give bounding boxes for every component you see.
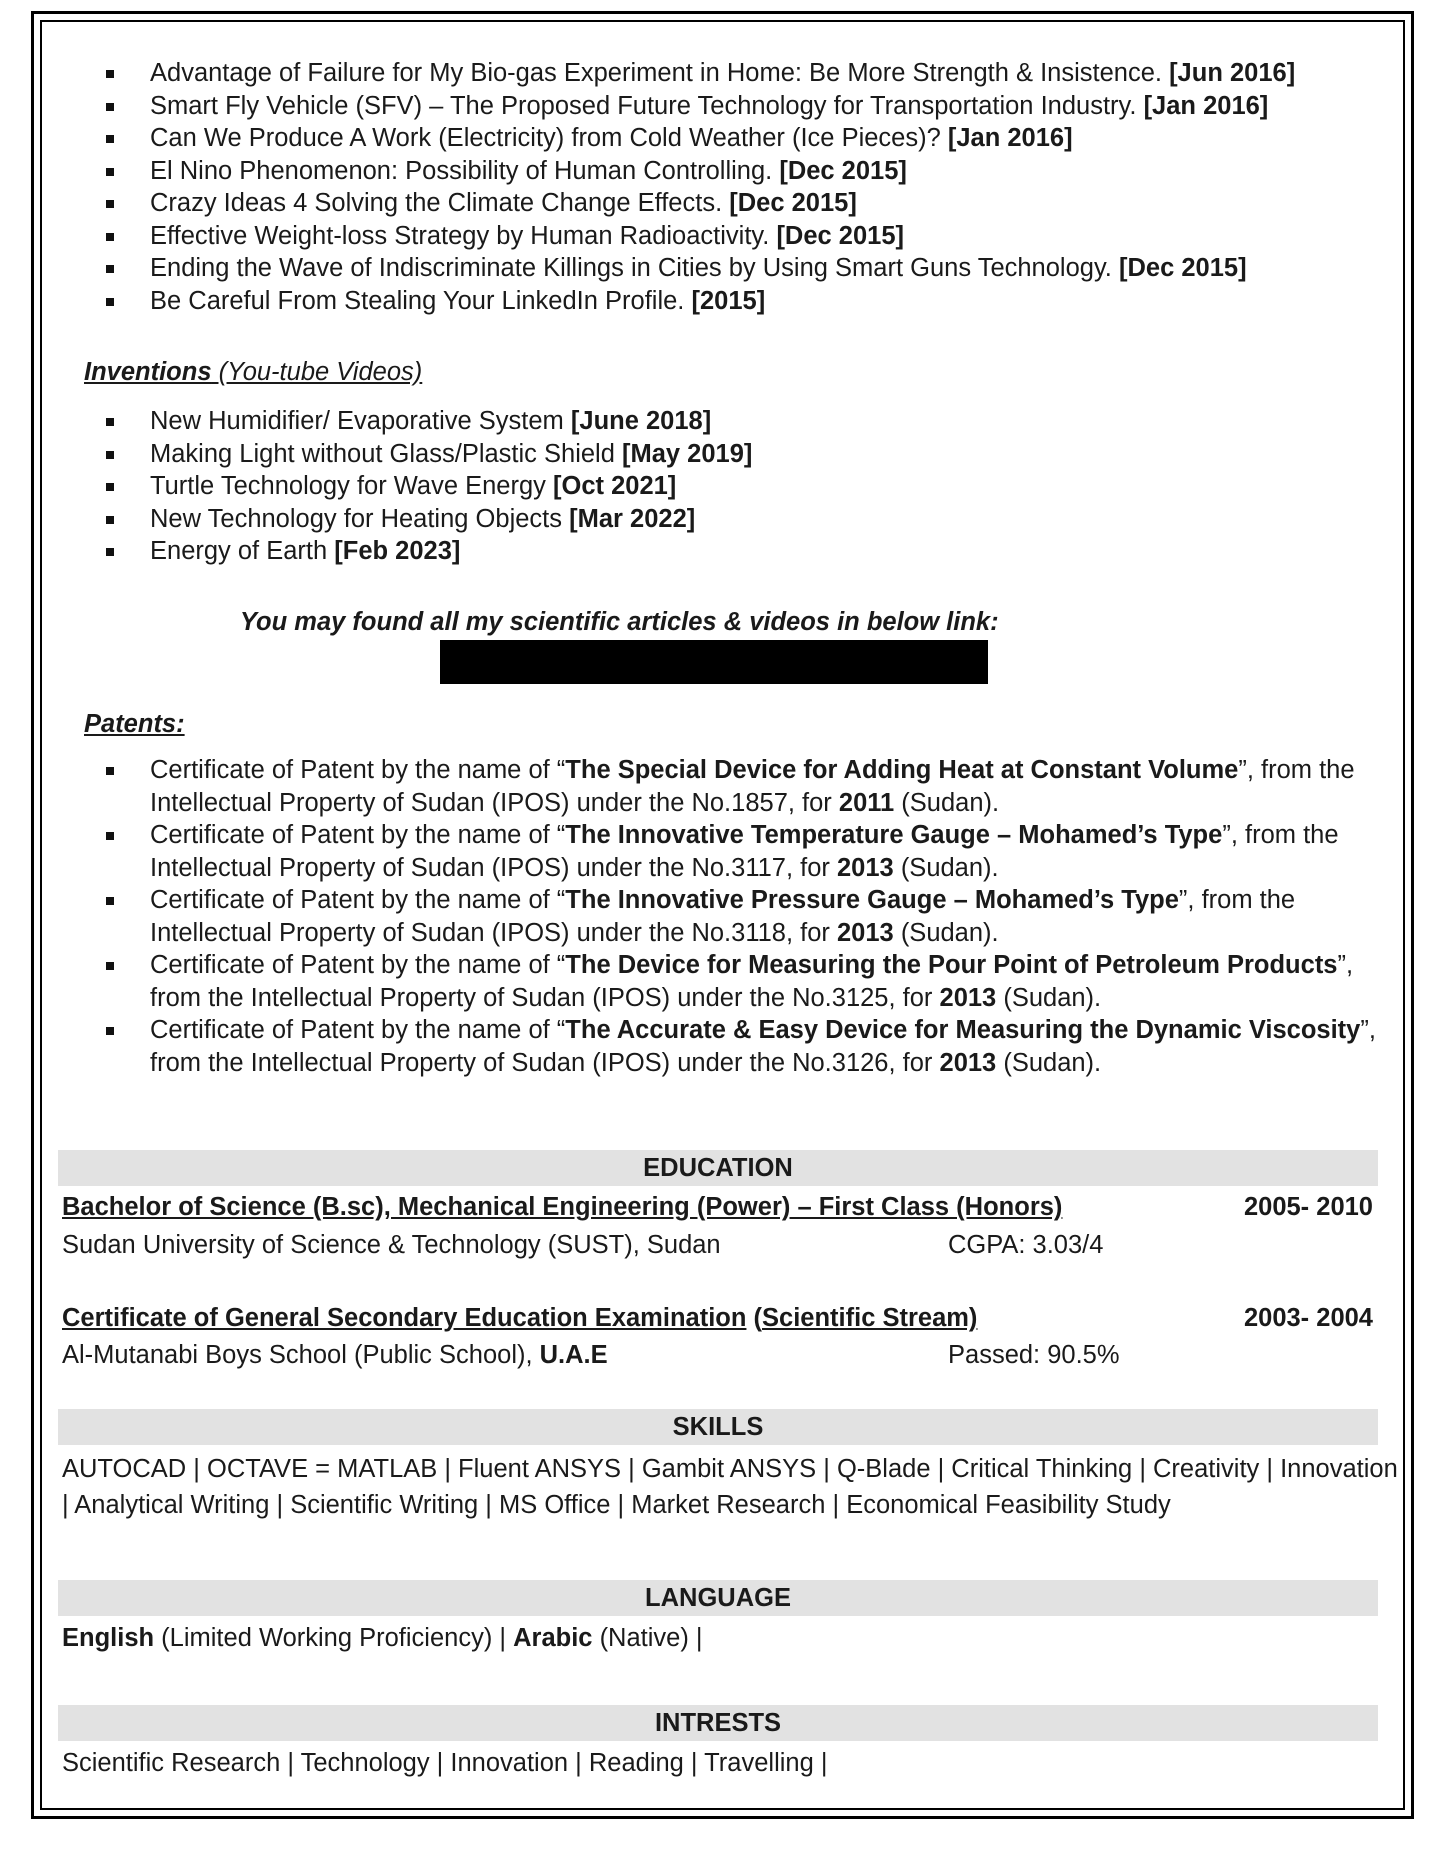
list-item: Effective Weight-loss Strategy by Human Radioactivity. [Dec 2015] xyxy=(0,220,1295,253)
skills-line-1: AUTOCAD | OCTAVE = MATLAB | Fluent ANSYS | Gambit ANSYS | Q-Blade | Critical Thinking | Creativity | Innovation xyxy=(62,1455,1398,1483)
list-item: Certificate of Patent by the name of “The Innovative Temperature Gauge – Mohamed’s Type”, from the Intellectual Property of Sudan (IPOS) under the No.3117, for 2013 (Sudan). xyxy=(0,819,1376,884)
list-item: Ending the Wave of Indiscriminate Killings in Cities by Using Smart Guns Technology. [Dec 2015] xyxy=(0,252,1295,285)
bullet-icon xyxy=(106,897,114,905)
bullet-icon xyxy=(106,168,114,176)
list-item: El Nino Phenomenon: Possibility of Human Controlling. [Dec 2015] xyxy=(0,155,1295,188)
bullet-icon xyxy=(106,962,114,970)
list-item: Advantage of Failure for My Bio-gas Experiment in Home: Be More Strength & Insistence. [Jun 2016] xyxy=(0,57,1295,90)
education-years-1: 2005- 2010 xyxy=(1243,1193,1373,1221)
list-item: Certificate of Patent by the name of “The Device for Measuring the Pour Point of Petroleum Products”, from the Intellectual Property of Sudan (IPOS) under the No.3125, for 2013 (Sudan). xyxy=(0,949,1376,1014)
list-item: Certificate of Patent by the name of “The Accurate & Easy Device for Measuring the Dynamic Viscosity”, from the Intellectual Property of Sudan (IPOS) under the No.3126, for 2013 (Sudan). xyxy=(0,1014,1376,1079)
list-item: Turtle Technology for Wave Energy [Oct 2021] xyxy=(0,470,752,503)
patents-heading: Patents: xyxy=(84,710,185,738)
bullet-icon xyxy=(106,233,114,241)
link-note: You may found all my scientific articles & videos in below link: xyxy=(240,608,999,636)
language-heading: LANGUAGE xyxy=(58,1580,1378,1616)
bullet-icon xyxy=(106,1027,114,1035)
bullet-icon xyxy=(106,103,114,111)
bullet-icon xyxy=(106,548,114,556)
education-school-1: Sudan University of Science & Technology (SUST), Sudan xyxy=(62,1231,721,1259)
skills-heading: SKILLS xyxy=(58,1409,1378,1445)
education-degree-1: Bachelor of Science (B.sc), Mechanical Engineering (Power) – First Class (Honors) xyxy=(62,1193,1063,1221)
list-item: Energy of Earth [Feb 2023] xyxy=(0,535,752,568)
skills-line-2: | Analytical Writing | Scientific Writing | MS Office | Market Research | Economical Feasibility Study xyxy=(62,1491,1171,1519)
list-item: Certificate of Patent by the name of “The Special Device for Adding Heat at Constant Volume”, from the Intellectual Property of Sudan (IPOS) under the No.1857, for 2011 (Sudan). xyxy=(0,754,1376,819)
bullet-icon xyxy=(106,265,114,273)
bullet-icon xyxy=(106,70,114,78)
education-grade-2: Passed: 90.5% xyxy=(948,1341,1120,1369)
list-item: New Technology for Heating Objects [Mar 2022] xyxy=(0,503,752,536)
education-grade-1: CGPA: 3.03/4 xyxy=(948,1231,1104,1259)
interests-line: Scientific Research | Technology | Innovation | Reading | Travelling | xyxy=(62,1749,828,1777)
inventions-list xyxy=(0,405,752,568)
education-school-2: Al-Mutanabi Boys School (Public School), U.A.E xyxy=(62,1341,608,1369)
bullet-icon xyxy=(106,418,114,426)
bullet-icon xyxy=(106,516,114,524)
bullet-icon xyxy=(106,451,114,459)
bullet-icon xyxy=(106,832,114,840)
bullet-icon xyxy=(106,767,114,775)
articles-list xyxy=(0,57,1295,317)
list-item: Can We Produce A Work (Electricity) from Cold Weather (Ice Pieces)? [Jan 2016] xyxy=(0,122,1295,155)
list-item: Be Careful From Stealing Your LinkedIn Profile. [2015] xyxy=(0,285,1295,318)
list-item: Certificate of Patent by the name of “The Innovative Pressure Gauge – Mohamed’s Type”, from the Intellectual Property of Sudan (IPOS) under the No.3118, for 2013 (Sudan). xyxy=(0,884,1376,949)
redacted-link xyxy=(440,640,988,684)
education-heading: EDUCATION xyxy=(58,1150,1378,1186)
education-years-2: 2003- 2004 xyxy=(1243,1304,1373,1332)
list-item: Crazy Ideas 4 Solving the Climate Change Effects. [Dec 2015] xyxy=(0,187,1295,220)
interests-heading: INTRESTS xyxy=(58,1705,1378,1741)
list-item: Making Light without Glass/Plastic Shield [May 2019] xyxy=(0,438,752,471)
language-line: English (Limited Working Proficiency) | Arabic (Native) | xyxy=(62,1624,703,1652)
list-item: Smart Fly Vehicle (SFV) – The Proposed Future Technology for Transportation Industry. [Jan 2016] xyxy=(0,90,1295,123)
bullet-icon xyxy=(106,135,114,143)
bullet-icon xyxy=(106,298,114,306)
education-degree-2: Certificate of General Secondary Education Examination (Scientific Stream) xyxy=(62,1304,978,1332)
patents-list xyxy=(0,754,1376,1079)
bullet-icon xyxy=(106,200,114,208)
bullet-icon xyxy=(106,483,114,491)
list-item: New Humidifier/ Evaporative System [June 2018] xyxy=(0,405,752,438)
inventions-heading: Inventions (You-tube Videos) xyxy=(84,358,423,386)
